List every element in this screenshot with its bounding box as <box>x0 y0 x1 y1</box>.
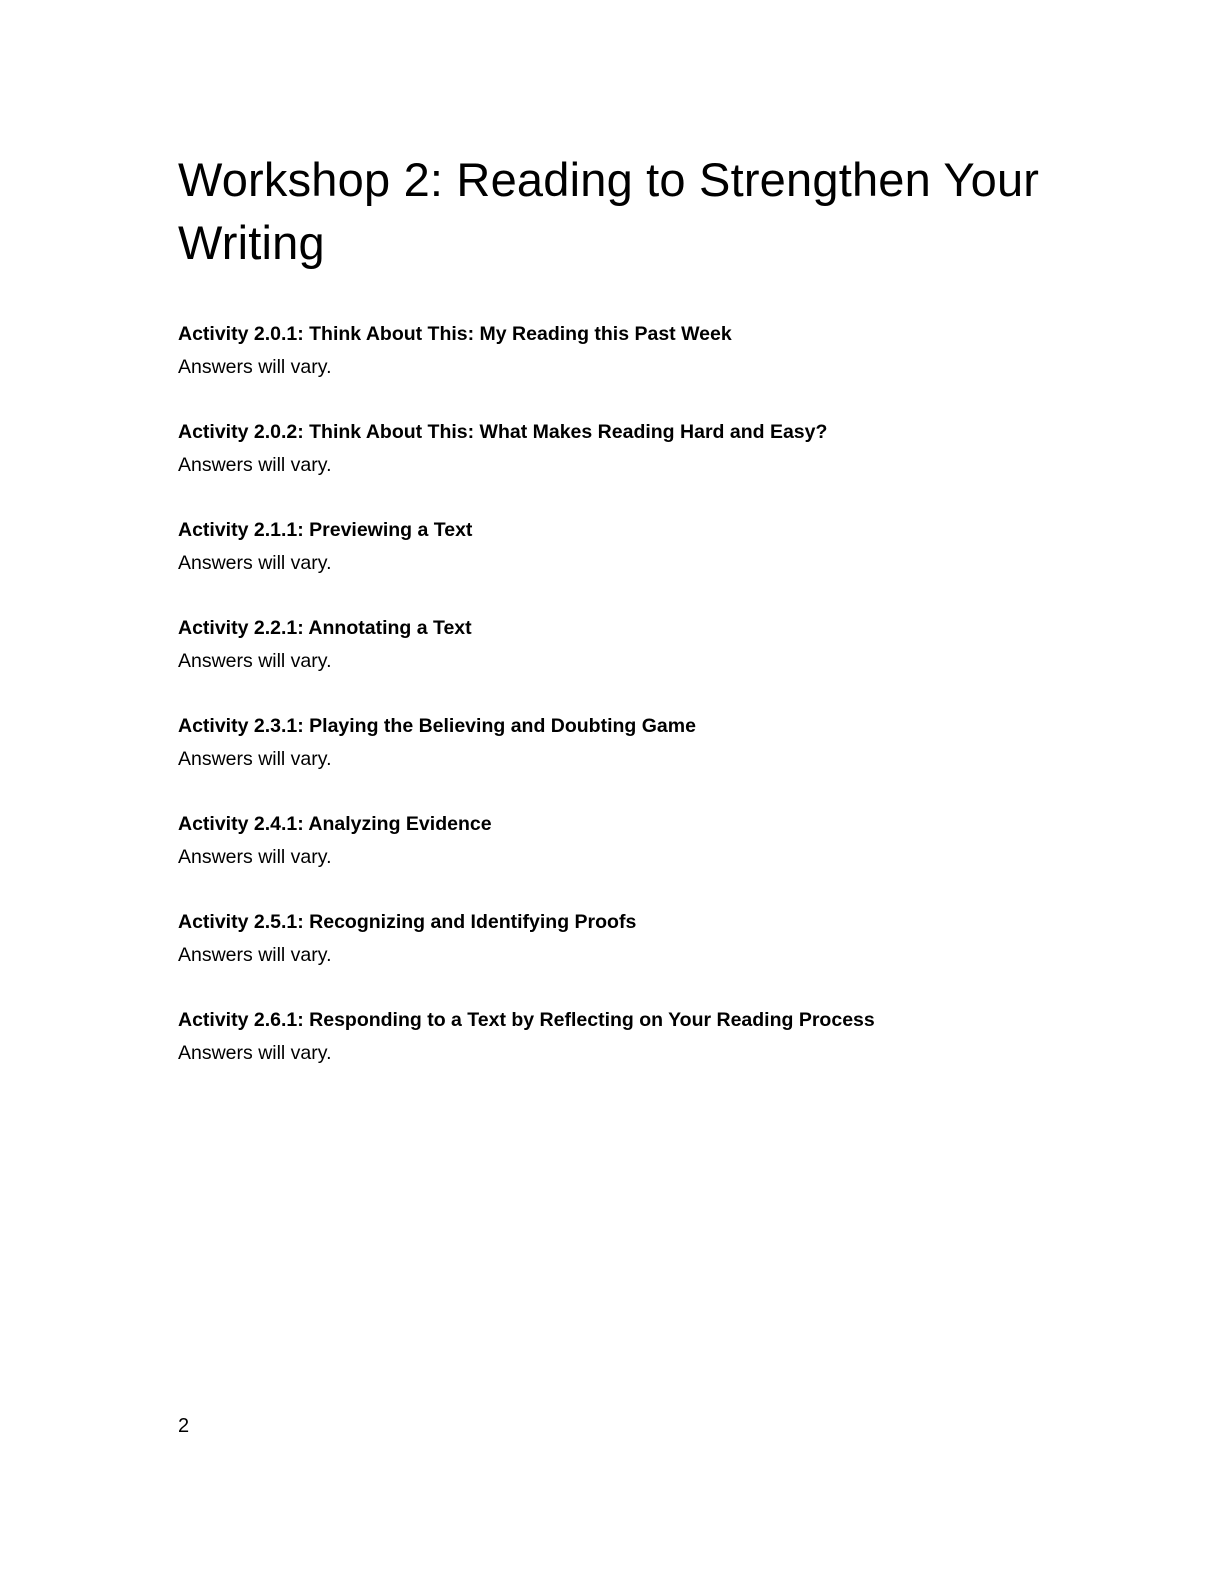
activity-item <box>178 416 1118 482</box>
activity-title: Activity 2.1.1: Previewing a Text <box>178 519 473 541</box>
activity-list <box>178 318 1118 1070</box>
activity-answer: Answers will vary. <box>178 944 332 966</box>
activity-answer: Answers will vary. <box>178 356 332 378</box>
activity-title: Activity 2.5.1: Recognizing and Identifying Proofs <box>178 911 637 933</box>
activity-item <box>178 514 1118 580</box>
activity-answer: Answers will vary. <box>178 748 332 770</box>
document-page <box>178 148 1118 1102</box>
activity-answer: Answers will vary. <box>178 846 332 868</box>
activity-title: Activity 2.0.2: Think About This: What Makes Reading Hard and Easy? <box>178 421 828 443</box>
activity-answer: Answers will vary. <box>178 1042 332 1064</box>
activity-item <box>178 808 1118 874</box>
activity-title: Activity 2.3.1: Playing the Believing and Doubting Game <box>178 715 696 737</box>
activity-title: Activity 2.4.1: Analyzing Evidence <box>178 813 492 835</box>
page-number: 2 <box>178 1415 190 1437</box>
activity-item <box>178 318 1118 384</box>
activity-answer: Answers will vary. <box>178 552 332 574</box>
page-title: Workshop 2: Reading to Strengthen Your Writing <box>178 153 1040 269</box>
activity-title: Activity 2.6.1: Responding to a Text by Reflecting on Your Reading Process <box>178 1009 875 1031</box>
activity-title: Activity 2.0.1: Think About This: My Reading this Past Week <box>178 323 732 345</box>
activity-title: Activity 2.2.1: Annotating a Text <box>178 617 472 639</box>
activity-item <box>178 612 1118 678</box>
activity-item <box>178 906 1118 972</box>
activity-answer: Answers will vary. <box>178 650 332 672</box>
activity-item <box>178 710 1118 776</box>
activity-answer: Answers will vary. <box>178 454 332 476</box>
activity-item <box>178 1004 1118 1070</box>
